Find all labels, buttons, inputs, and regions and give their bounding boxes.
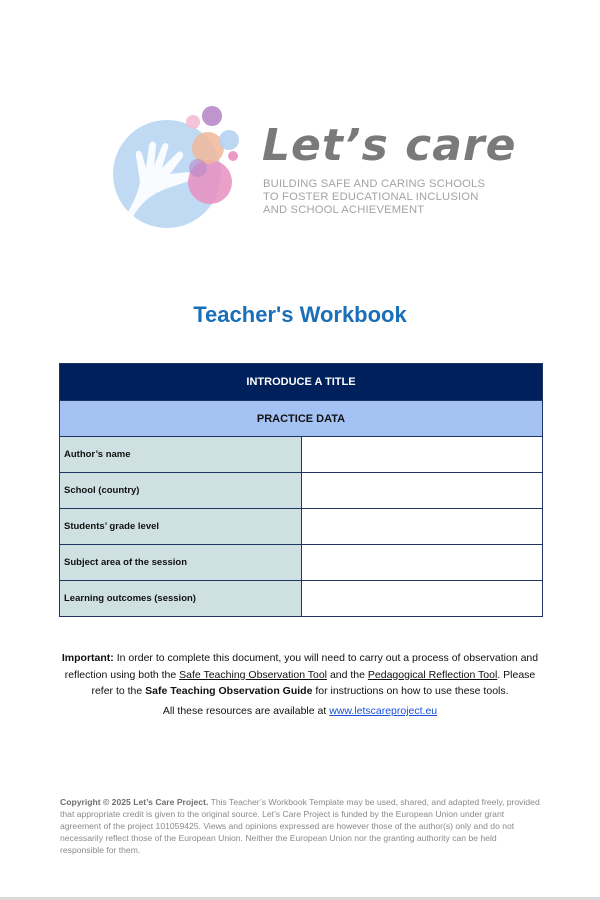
subject-area-label: Subject area of the session: [60, 545, 302, 581]
logo-tagline: [263, 178, 503, 217]
table-subheader-row: [60, 401, 543, 437]
school-country-field[interactable]: [301, 473, 543, 509]
note-text: . Please refer to the: [91, 668, 536, 697]
observation-tool-reference: Safe Teaching Observation Tool: [179, 668, 328, 681]
resources-text: All these resources are available at: [162, 705, 330, 717]
website-link[interactable]: www.letscareproject.eu: [329, 705, 438, 717]
lets-care-logo: [110, 102, 517, 230]
copyright-text: This Teacher’s Workbook Template may be used, shared, and adapted freely, provided that appropriate credit is given to the original source. Let’s Care Project is funded by the European Union under grant agreement of the project 101059425. Views and opinions expressed are however those of the author(s) only and do not necessarily reflect those of the European Union. Neither the European Union nor the granting authority can be held responsible for them.: [60, 797, 540, 855]
logo-wordmark: Let’s care: [262, 120, 517, 171]
grade-level-label: Students’ grade level: [60, 509, 302, 545]
reflection-tool-reference: Pedagogical Reflection Tool: [367, 668, 498, 681]
grade-level-field[interactable]: [301, 509, 543, 545]
table-title-row: [60, 364, 543, 401]
note-text: In order to complete this document, you will need to carry out a process of observation and reflection using both the: [64, 652, 539, 681]
author-name-field[interactable]: [301, 437, 543, 473]
logo-tagline-line: TO FOSTER EDUCATIONAL INCLUSION: [263, 191, 479, 203]
table-row: [60, 437, 543, 473]
table-row: [60, 545, 543, 581]
table-row: [60, 581, 543, 617]
table-title-cell[interactable]: INTRODUCE A TITLE: [60, 364, 543, 401]
table-row: [60, 473, 543, 509]
author-name-label: Author’s name: [60, 437, 302, 473]
table-subheader-cell: PRACTICE DATA: [60, 401, 543, 437]
observation-guide-reference: Safe Teaching Observation Guide: [145, 685, 313, 697]
practice-data-table: [59, 363, 543, 617]
note-text: for instructions on how to use these tools.: [312, 685, 509, 697]
resources-line: [60, 705, 540, 717]
table-row: [60, 509, 543, 545]
note-text: and the: [327, 668, 368, 681]
logo-tagline-line: BUILDING SAFE AND CARING SCHOOLS: [263, 178, 486, 190]
learning-outcomes-field[interactable]: [301, 581, 543, 617]
important-label: Important:: [61, 652, 114, 664]
copyright-label: Copyright © 2025 Let’s Care Project.: [60, 797, 209, 807]
hands-bubbles-logo-icon: [110, 102, 260, 230]
logo-tagline-line: AND SCHOOL ACHIEVEMENT: [263, 204, 425, 216]
page-title: Teacher's Workbook: [193, 302, 407, 327]
copyright-notice: [60, 796, 542, 856]
subject-area-field[interactable]: [301, 545, 543, 581]
school-country-label: School (country): [60, 473, 302, 509]
important-note: [60, 650, 540, 700]
learning-outcomes-label: Learning outcomes (session): [60, 581, 302, 617]
